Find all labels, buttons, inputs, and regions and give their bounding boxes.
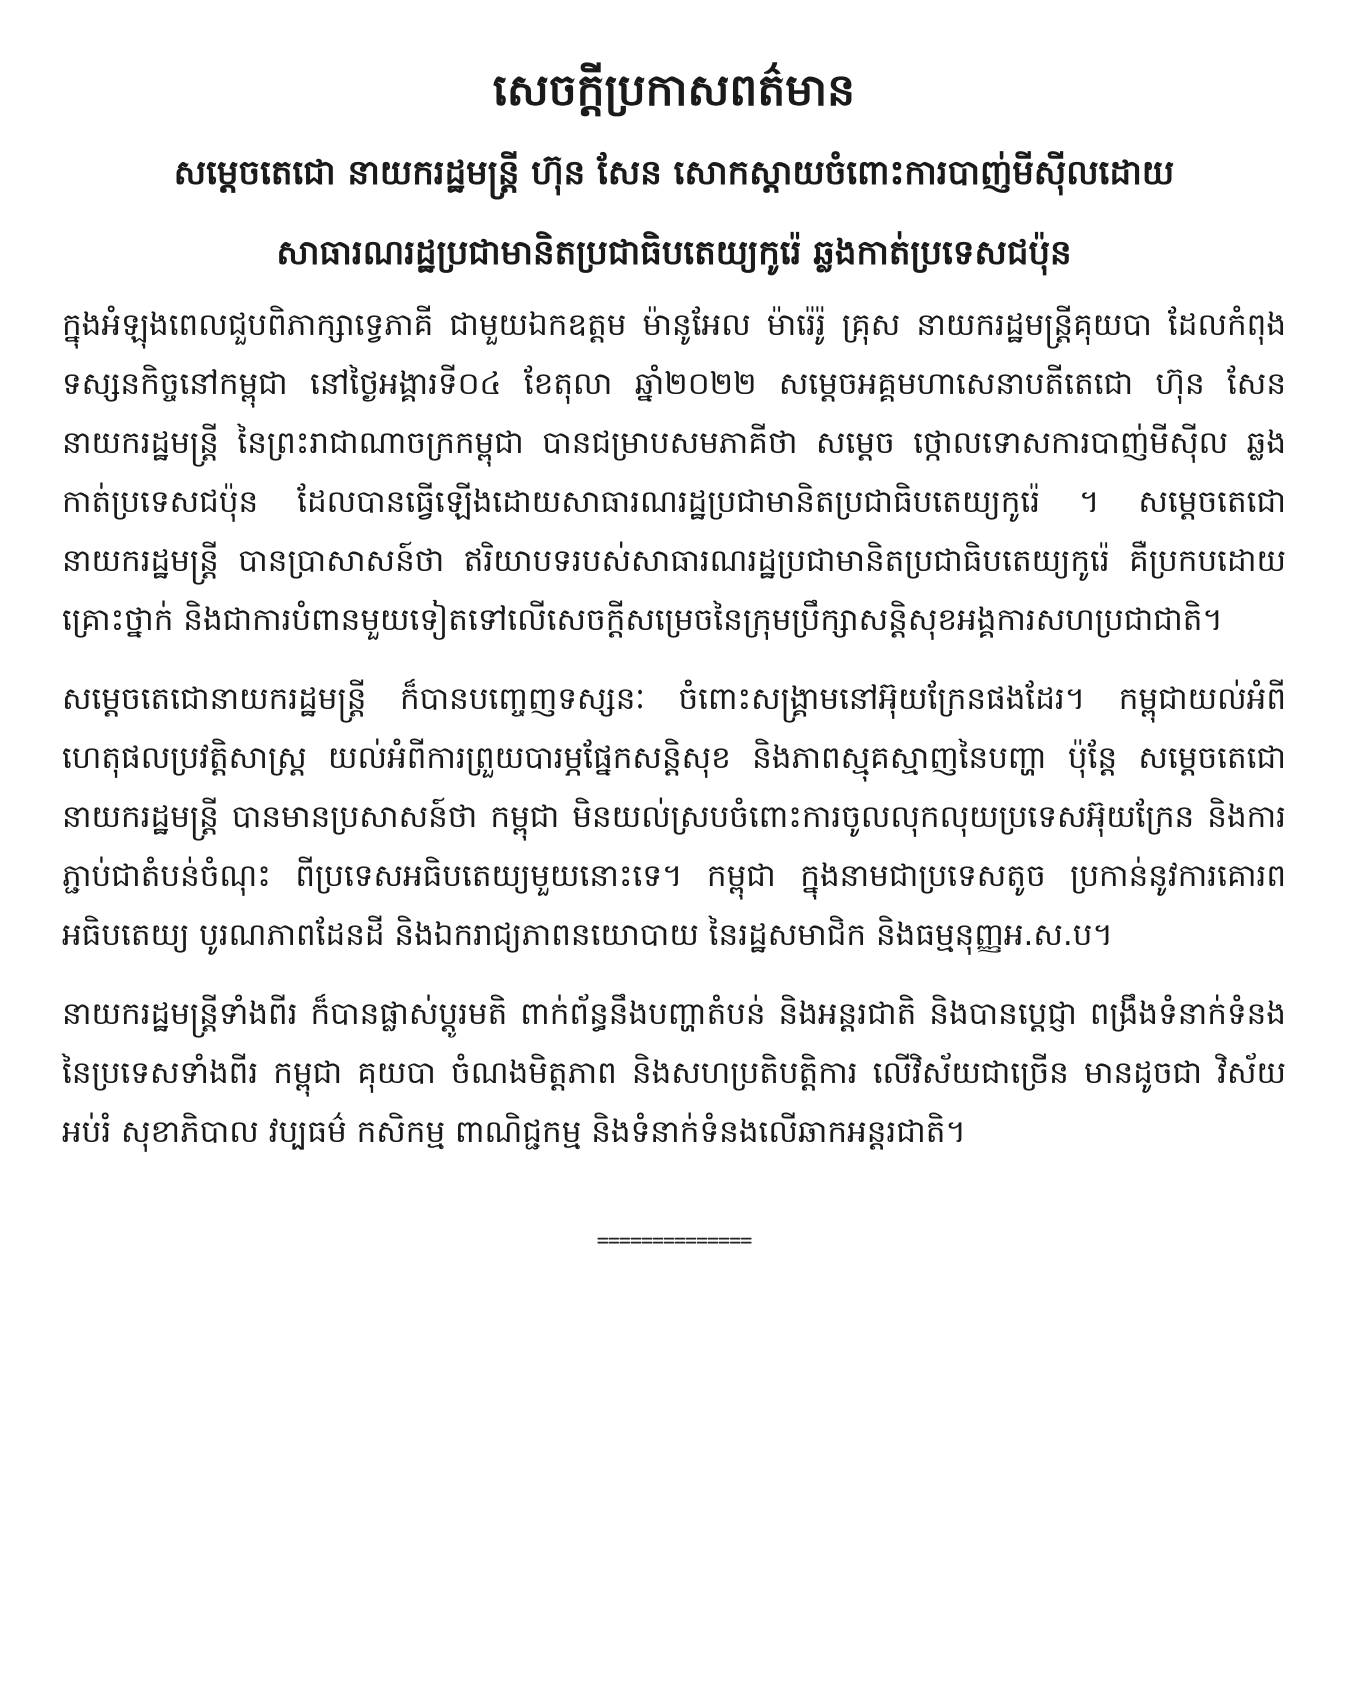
headline [62, 136, 1286, 290]
closing-divider: ============== [596, 1228, 752, 1252]
body-text [62, 296, 1286, 1162]
headline-line: សម្តេចតេជោ នាយករដ្ឋមន្ត្រី ហ៊ុន សែន សោកស្តាយចំពោះការបាញ់មីស៊ីលដោយ [173, 153, 1175, 193]
document-title: សេចក្តីប្រកាសពត៌មាន [492, 65, 856, 116]
paragraph-2: សម្តេចតេជោនាយករដ្ឋមន្ត្រី ក៏បានបញ្ចេញទស្សនៈ ចំពោះសង្គ្រាមនៅអ៊ុយក្រែនផងដែរ។ កម្ពុជាយល់អំពីហេតុផលប្រវត្តិសាស្ត្រ យល់អំពីការព្រួយបារម្ភផ្នែកសន្តិសុខ និងភាពស្មុគស្មាញនៃបញ្ហា ប៉ុន្តែ សម្តេចតេជោនាយករដ្ឋមន្ត្រី បានមានប្រសាសន៍ថា កម្ពុជា មិនយល់ស្របចំពោះការចូលលុកលុយប្រទេសអ៊ុយក្រែន និងការភ្ជាប់ជាតំបន់ចំណុះ ពីប្រទេសអធិបតេយ្យមួយនោះទេ។ កម្ពុជា ក្នុងនាមជាប្រទេសតូច ប្រកាន់នូវការគោរពអធិបតេយ្យ បូរណភាពដែនដី និងឯករាជ្យភាពនយោបាយ នៃរដ្ឋសមាជិក និងធម្មនុញ្ញអ.ស.ប។ [62, 681, 1286, 953]
paragraph-1: ក្នុងអំឡុងពេលជួបពិភាក្សាទ្វេភាគី ជាមួយឯកឧត្តម ម៉ានូអែល ម៉ារ៉េរ៉ូ គ្រុស នាយករដ្ឋមន្ត្រីគុយបា ដែលកំពុងទស្សនកិច្ចនៅកម្ពុជា នៅថ្ងៃអង្គារទី០៤ ខែតុលា ឆ្នាំ២០២២ សម្តេចអគ្គមហាសេនាបតីតេជោ ហ៊ុន សែន នាយករដ្ឋមន្ត្រី នៃព្រះរាជាណាចក្រកម្ពុជា បានជម្រាបសមភាគីថា សម្តេច ថ្កោលទោសការបាញ់មីស៊ីល ឆ្លងកាត់ប្រទេសជប៉ុន ដែលបានធ្វើឡើងដោយសាធារណរដ្ឋប្រជាមានិតប្រជាធិបតេយ្យកូរ៉េ ។ សម្តេចតេជោ នាយករដ្ឋមន្ត្រី បានប្រាសាសន៍ថា ឥរិយាបទរបស់សាធារណរដ្ឋប្រជាមានិតប្រជាធិបតេយ្យកូរ៉េ គឺប្រកបដោយគ្រោះថ្នាក់ និងជាការបំពានមួយទៀតទៅលើសេចក្តីសម្រេចនៃក្រុមប្រឹក្សាសន្តិសុខអង្គការសហប្រជាជាតិ។ [62, 307, 1286, 638]
headline-line: សាធារណរដ្ឋប្រជាមានិតប្រជាធិបតេយ្យកូរ៉េ ឆ្លងកាត់ប្រទេសជប៉ុន [276, 233, 1072, 273]
paragraph-3: នាយករដ្ឋមន្ត្រីទាំងពីរ ក៏បានផ្លាស់ប្តូរមតិ ពាក់ព័ន្ធនឹងបញ្ហាតំបន់ និងអន្តរជាតិ និងបានប្តេជ្ញា ពង្រឹងទំនាក់ទំនងនៃប្រទេសទាំងពីរ កម្ពុជា គុយបា ចំណងមិត្តភាព និងសហប្រតិបត្តិការ លើវិស័យជាច្រើន មានដូចជា វិស័យអប់រំ សុខាភិបាល វប្បធម៌ កសិកម្ម ពាណិជ្ជកម្ម និងទំនាក់ទំនងលើឆាកអន្តរជាតិ។ [62, 996, 1286, 1150]
